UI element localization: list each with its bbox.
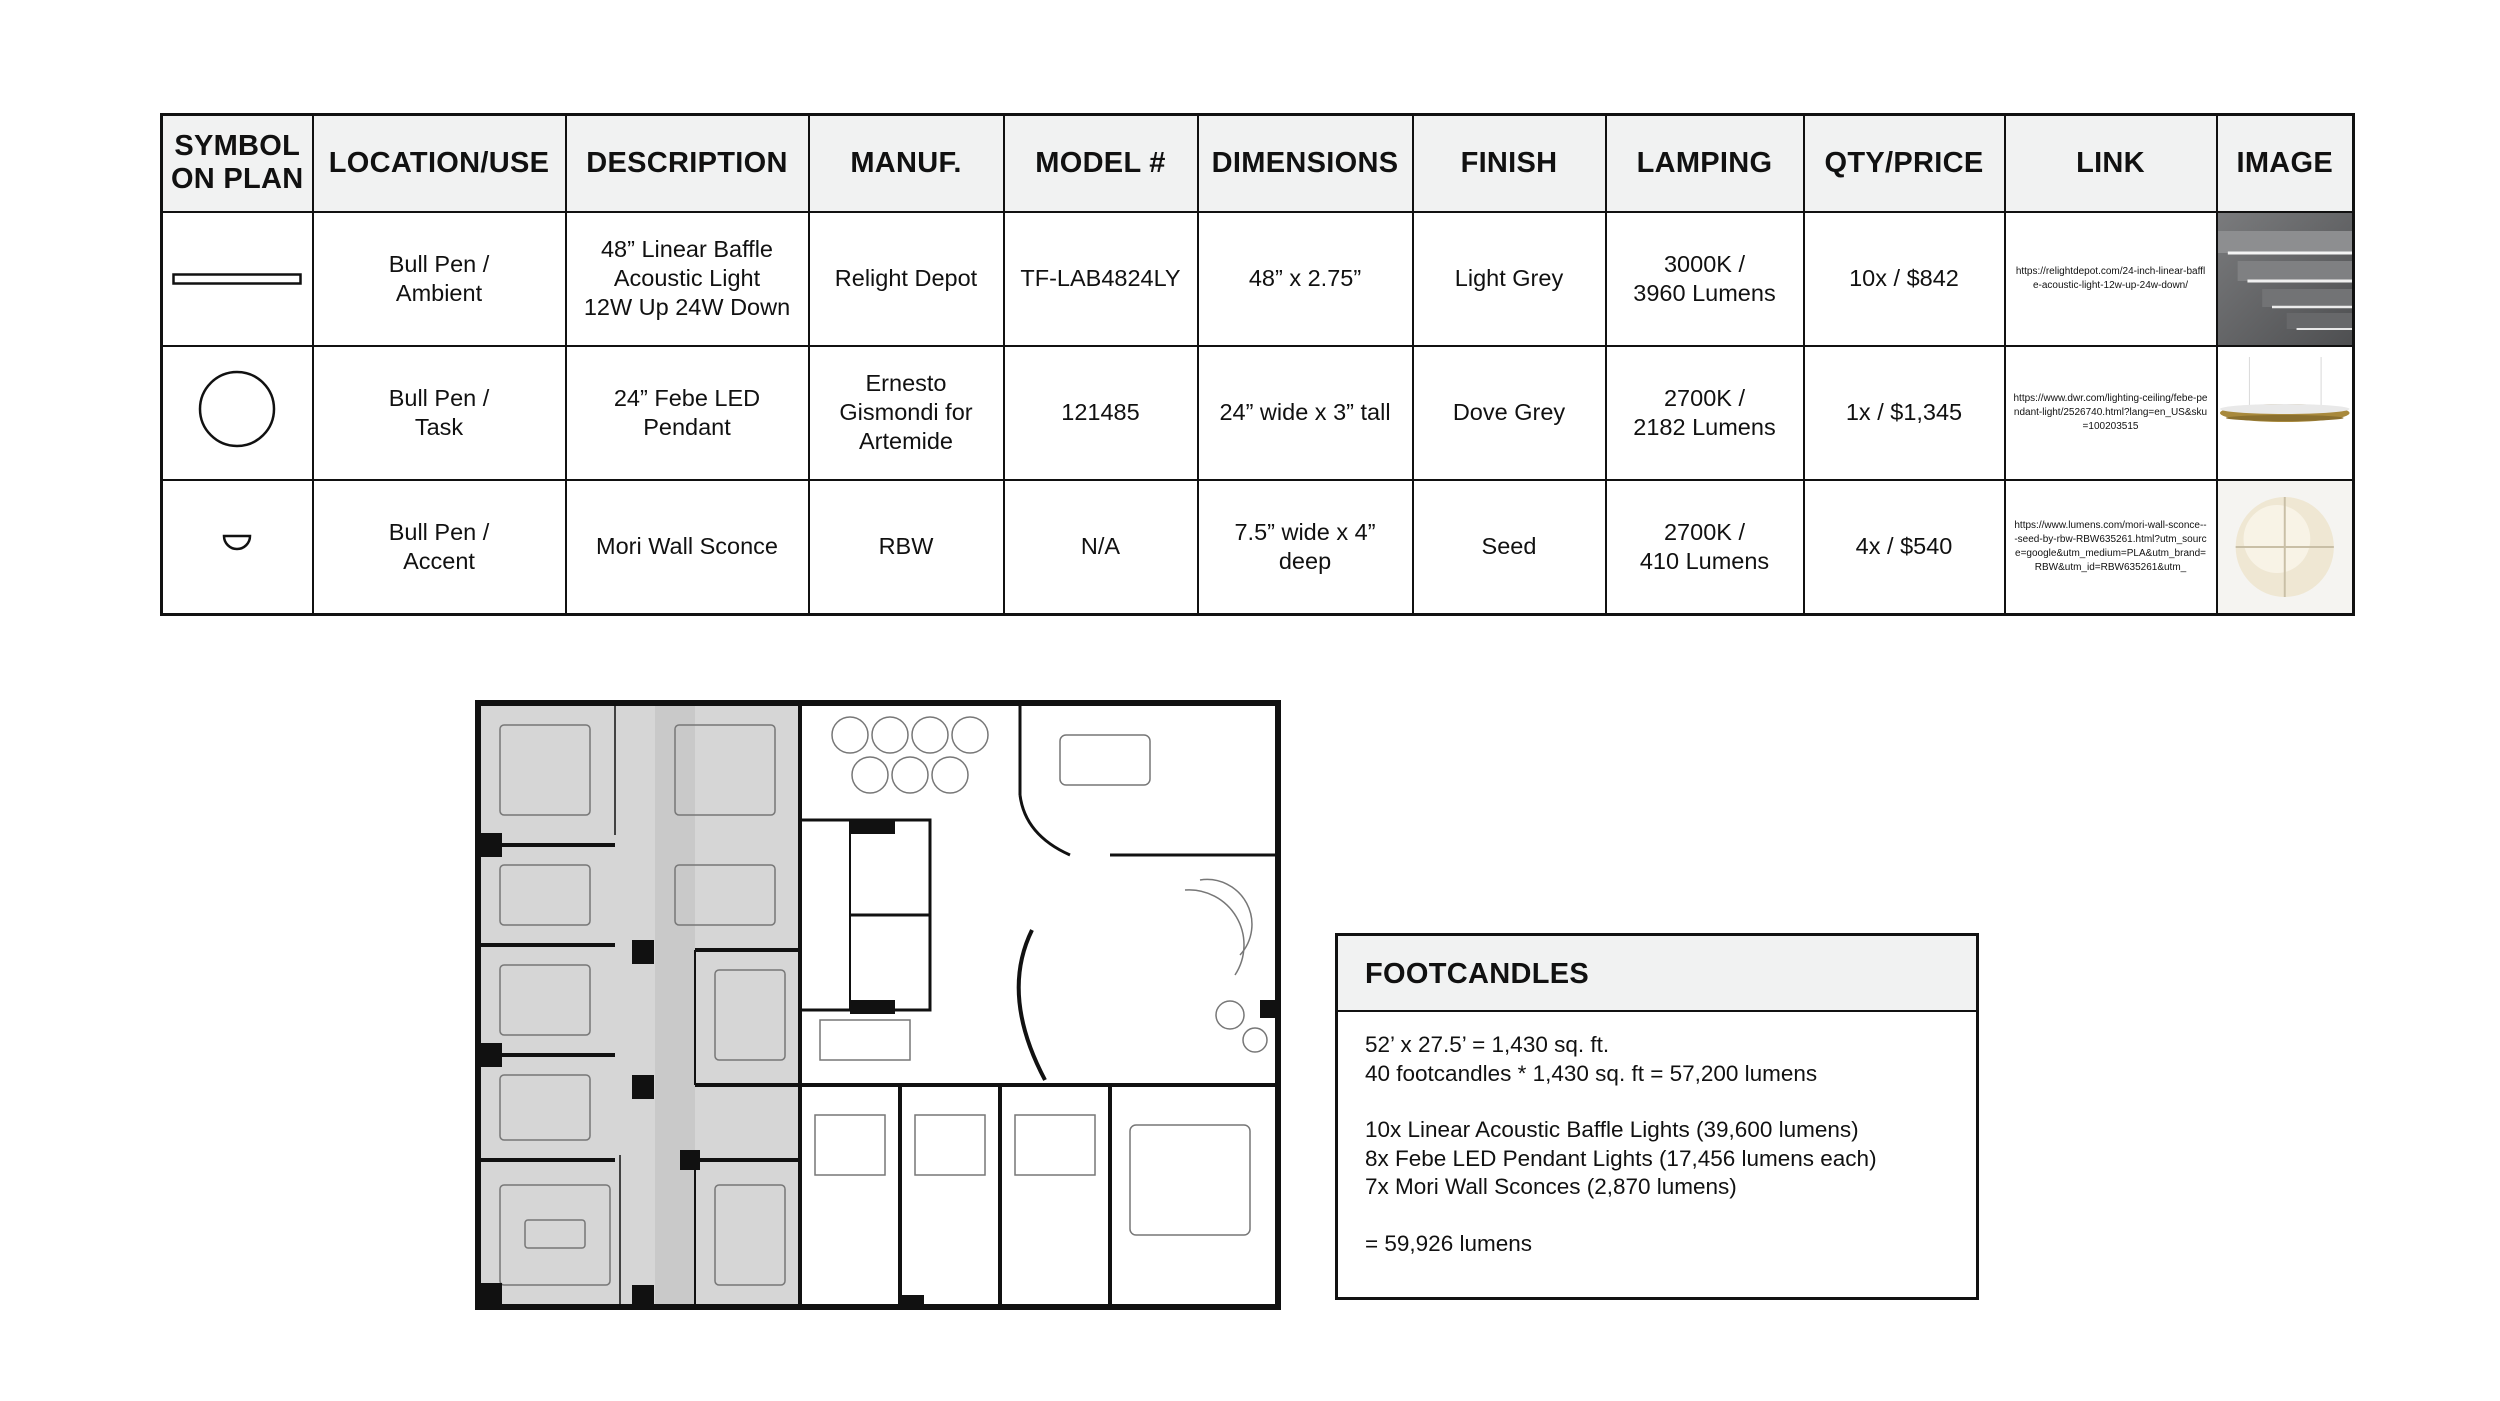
description-cell: 24” Febe LED Pendant — [566, 346, 809, 480]
qty-price-cell: 10x / $842 — [1804, 212, 2005, 346]
footcandles-body — [1338, 1012, 1976, 1258]
lumen-target: 40 footcandles * 1,430 sq. ft = 57,200 lumens — [1365, 1060, 1818, 1086]
table-header-row — [162, 115, 2354, 212]
header-qty-price: QTY/PRICE — [1804, 115, 2005, 212]
image-cell — [2217, 480, 2354, 615]
header-model: MODEL # — [1004, 115, 1198, 212]
lamping-cell: 3000K / 3960 Lumens — [1606, 212, 1804, 346]
fixture-line: 8x Febe LED Pendant Lights (17,456 lumens each) — [1365, 1145, 1877, 1171]
dimensions-cell: 24” wide x 3” tall — [1198, 346, 1413, 480]
symbol-cell — [162, 480, 313, 615]
manufacturer-cell: Ernesto Gismondi for Artemide — [809, 346, 1004, 480]
header-location: LOCATION/USE — [313, 115, 566, 212]
mori-sconce-photo — [2218, 481, 2353, 613]
header-lamping: LAMPING — [1606, 115, 1804, 212]
table-row — [162, 346, 2354, 480]
image-cell — [2217, 212, 2354, 346]
product-link[interactable]: https://relightdepot.com/24-inch-linear-baffle-acoustic-light-12w-up-24w-down/ — [2005, 212, 2217, 346]
model-cell: 121485 — [1004, 346, 1198, 480]
symbol-cell — [162, 212, 313, 346]
finish-cell: Light Grey — [1413, 212, 1606, 346]
manufacturer-cell: Relight Depot — [809, 212, 1004, 346]
finish-cell: Dove Grey — [1413, 346, 1606, 480]
symbol-cell — [162, 346, 313, 480]
manufacturer-cell: RBW — [809, 480, 1004, 615]
description-cell: 48” Linear Baffle Acoustic Light 12W Up 24W Down — [566, 212, 809, 346]
wall-sconce-symbol-icon — [221, 532, 253, 554]
pendant-circle-symbol-icon — [197, 369, 277, 449]
header-symbol: SYMBOL ON PLAN — [162, 115, 313, 212]
location-cell: Bull Pen / Ambient — [313, 212, 566, 346]
header-finish: FINISH — [1413, 115, 1606, 212]
fixture-line: 7x Mori Wall Sconces (2,870 lumens) — [1365, 1174, 1737, 1199]
footcandles-panel — [1335, 933, 1979, 1300]
lighting-schedule-table — [160, 113, 2355, 616]
lamping-cell: 2700K / 2182 Lumens — [1606, 346, 1804, 480]
model-cell: N/A — [1004, 480, 1198, 615]
qty-price-cell: 4x / $540 — [1804, 480, 2005, 615]
model-cell: TF-LAB4824LY — [1004, 212, 1198, 346]
dimensions-cell: 48” x 2.75” — [1198, 212, 1413, 346]
table-row — [162, 212, 2354, 346]
dimensions-cell: 7.5” wide x 4” deep — [1198, 480, 1413, 615]
location-cell: Bull Pen / Task — [313, 346, 566, 480]
header-dimensions: DIMENSIONS — [1198, 115, 1413, 212]
acoustic-baffle-photo — [2218, 213, 2353, 345]
qty-price-cell: 1x / $1,345 — [1804, 346, 2005, 480]
product-link[interactable]: https://www.dwr.com/lighting-ceiling/febe-pendant-light/2526740.html?lang=en_US&sku=100203515 — [2005, 346, 2217, 480]
febe-pendant-photo — [2218, 347, 2353, 479]
table-row — [162, 480, 2354, 615]
header-link: LINK — [2005, 115, 2217, 212]
lamping-cell: 2700K / 410 Lumens — [1606, 480, 1804, 615]
description-cell: Mori Wall Sconce — [566, 480, 809, 615]
header-description: DESCRIPTION — [566, 115, 809, 212]
image-cell — [2217, 346, 2354, 480]
finish-cell: Seed — [1413, 480, 1606, 615]
product-link[interactable]: https://www.lumens.com/mori-wall-sconce---seed-by-rbw-RBW635261.html?utm_source=google&utm_medium=PLA&utm_brand=RBW&utm_id=RBW635261&utm_ — [2005, 480, 2217, 615]
location-cell: Bull Pen / Accent — [313, 480, 566, 615]
footcandles-title: FOOTCANDLES — [1338, 936, 1976, 1012]
header-image: IMAGE — [2217, 115, 2354, 212]
linear-baffle-symbol-icon — [172, 272, 302, 286]
office-floor-plan-drawing — [470, 695, 1295, 1315]
fixture-line: 10x Linear Acoustic Baffle Lights (39,600 lumens) — [1365, 1117, 1859, 1142]
header-manufacturer: MANUF. — [809, 115, 1004, 212]
area-calculation: 52’ x 27.5’ = 1,430 sq. ft. — [1365, 1032, 1610, 1057]
lumen-total: = 59,926 lumens — [1365, 1230, 1532, 1256]
